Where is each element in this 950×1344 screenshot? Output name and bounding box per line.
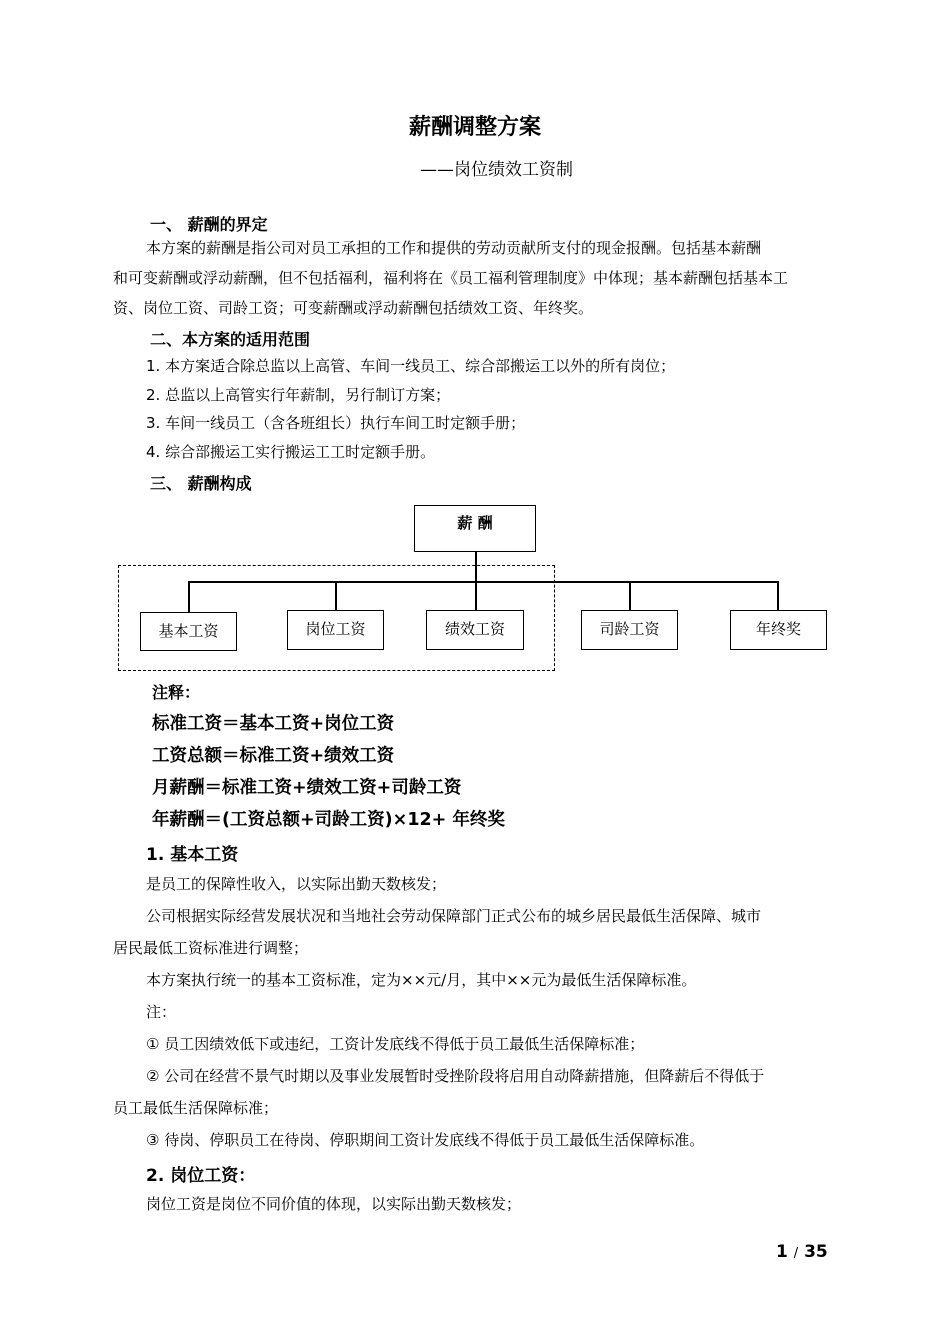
page-separator: / <box>793 1246 799 1261</box>
section-heading-definition: 一、 薪酬的界定 <box>150 215 268 234</box>
scope-item: 2. 总监以上高管实行年薪制，另行制订方案； <box>146 386 451 404</box>
formula-line: 标准工资＝基本工资+岗位工资 <box>152 714 395 734</box>
connector-line <box>475 552 477 582</box>
connector-line <box>777 581 779 612</box>
paragraph-line: 岗位工资是岗位不同价值的体现，以实际出勤天数核发； <box>146 1195 522 1213</box>
paragraph-line: ① 员工因绩效低下或违纪，工资计发底线不得低于员工最低生活保障标准； <box>146 1035 645 1053</box>
connector-line <box>475 581 477 612</box>
paragraph-line: 本方案的薪酬是指公司对员工承担的工作和提供的劳动贡献所支付的现金报酬。包括基本薪酬 <box>146 239 762 257</box>
page-number <box>776 1242 828 1262</box>
paragraph-line: 本方案执行统一的基本工资标准，定为××元/月，其中××元为最低生活保障标准。 <box>146 971 697 989</box>
paragraph-line: 和可变薪酬或浮动薪酬，但不包括福利，福利将在《员工福利管理制度》中体现；基本薪酬包括基本工 <box>113 269 789 287</box>
paragraph-line: 员工最低生活保障标准； <box>113 1099 279 1117</box>
diagram-node-position-salary: 岗位工资 <box>287 610 384 650</box>
connector-line <box>188 581 778 583</box>
diagram-node-year-end-bonus: 年终奖 <box>730 610 827 650</box>
subsection-heading-basic-salary: 1. 基本工资 <box>146 845 239 865</box>
connector-line <box>335 581 337 612</box>
subsection-heading-position-salary: 2. 岗位工资： <box>146 1166 256 1186</box>
current-page: 1 <box>776 1242 788 1262</box>
diagram-node-seniority-salary: 司龄工资 <box>581 610 678 650</box>
diagram-node-basic-salary: 基本工资 <box>140 612 237 651</box>
section-heading-scope: 二、本方案的适用范围 <box>150 330 311 349</box>
diagram-root-salary: 薪 酬 <box>414 505 536 552</box>
connector-line <box>629 581 631 612</box>
section-heading-composition: 三、 薪酬构成 <box>150 474 252 493</box>
formula-line: 工资总额＝标准工资+绩效工资 <box>152 746 395 766</box>
paragraph-line: ② 公司在经营不景气时期以及事业发展暂时受挫阶段将启用自动降薪措施，但降薪后不得低于 <box>146 1067 765 1085</box>
formula-line: 月薪酬＝标准工资+绩效工资+司龄工资 <box>152 778 462 798</box>
paragraph-line: 注： <box>146 1003 177 1021</box>
notes-label: 注释： <box>152 683 201 702</box>
scope-item: 3. 车间一线员工（含各班组长）执行车间工时定额手册； <box>146 414 526 432</box>
formula-line: 年薪酬＝(工资总额+司龄工资)×12+ 年终奖 <box>152 810 505 830</box>
diagram-node-performance-salary: 绩效工资 <box>426 610 524 650</box>
scope-item: 1. 本方案适合除总监以上高管、车间一线员工、综合部搬运工以外的所有岗位； <box>146 357 676 375</box>
total-pages: 35 <box>804 1242 828 1262</box>
paragraph-line: ③ 待岗、停职员工在待岗、停职期间工资计发底线不得低于员工最低生活保障标准。 <box>146 1131 705 1149</box>
connector-line <box>188 581 190 612</box>
paragraph-line: 公司根据实际经营发展状况和当地社会劳动保障部门正式公布的城乡居民最低生活保障、城市 <box>146 907 762 925</box>
paragraph-line: 是员工的保障性收入，以实际出勤天数核发； <box>146 875 447 893</box>
document-title: 薪酬调整方案 <box>408 115 541 140</box>
paragraph-line: 居民最低工资标准进行调整； <box>113 939 309 957</box>
scope-item: 4. 综合部搬运工实行搬运工工时定额手册。 <box>146 443 436 461</box>
paragraph-line: 资、岗位工资、司龄工资；可变薪酬或浮动薪酬包括绩效工资、年终奖。 <box>113 299 594 317</box>
document-subtitle: ——岗位绩效工资制 <box>420 160 573 180</box>
